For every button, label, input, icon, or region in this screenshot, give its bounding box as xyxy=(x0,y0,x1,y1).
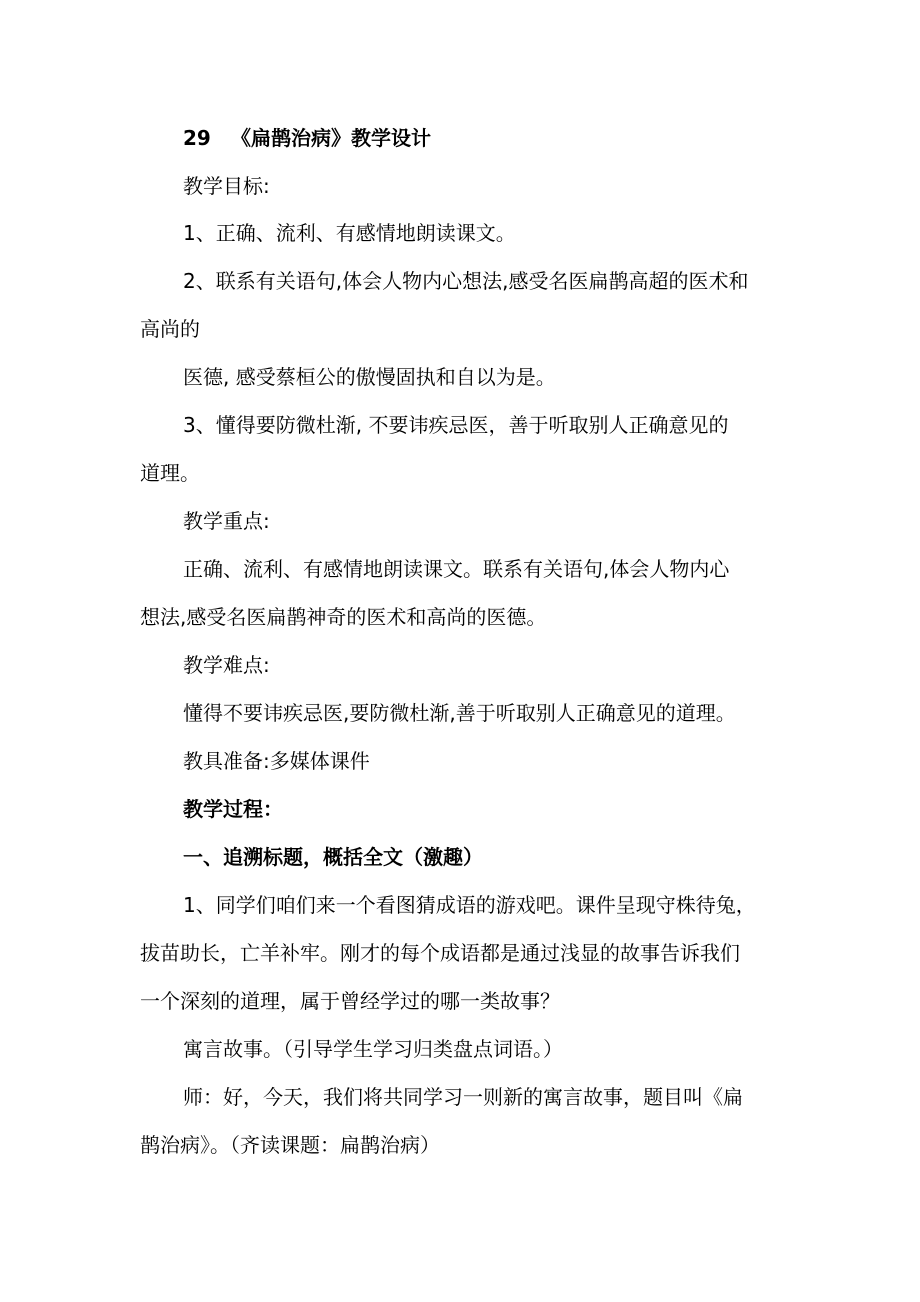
objective-2-line-1: 2、联系有关语句,体会人物内心想法,感受名医扁鹊高超的医术和 xyxy=(183,269,749,293)
objective-2-line-2: 高尚的 xyxy=(140,317,200,341)
teacher-line-2: 鹊治病》。（齐读课题：扁鹊治病） xyxy=(140,1133,440,1157)
title-number: 29 xyxy=(183,126,211,150)
teacher-line-1: 师：好，今天，我们将共同学习一则新的寓言故事，题目叫《扁 xyxy=(183,1085,743,1109)
process-heading: 教学过程： xyxy=(183,797,283,821)
key-points-line-1: 正确、流利、有感情地朗读课文。联系有关语句,体会人物内心 xyxy=(183,557,730,581)
section-1-heading: 一、追溯标题，概括全文（激趣） xyxy=(183,845,483,869)
step-1-line-3: 一个深刻的道理，属于曾经学过的哪一类故事？ xyxy=(140,989,560,1013)
step-1-line-1: 1、同学们咱们来一个看图猜成语的游戏吧。课件呈现守株待兔， xyxy=(183,893,756,917)
document-title xyxy=(183,126,431,150)
objectives-heading: 教学目标: xyxy=(183,174,270,198)
difficulty-heading: 教学难点: xyxy=(183,653,270,677)
objective-1: 1、正确、流利、有感情地朗读课文。 xyxy=(183,221,516,245)
key-points-heading: 教学重点: xyxy=(183,509,270,533)
title-text: 《扁鹊治病》教学设计 xyxy=(231,126,431,150)
answer-text: 寓言故事。（引导学生学习归类盘点词语。） xyxy=(183,1037,563,1061)
tools-text: 教具准备:多媒体课件 xyxy=(183,749,370,773)
difficulty-text: 懂得不要讳疾忌医,要防微杜渐,善于听取别人正确意见的道理。 xyxy=(183,701,736,725)
objective-2-line-3: 医德, 感受蔡桓公的傲慢固执和自以为是。 xyxy=(183,365,556,389)
objective-3-line-1: 3、懂得要防微杜渐, 不要讳疾忌医，善于听取别人正确意见的 xyxy=(183,413,729,437)
step-1-line-2: 拔苗助长，亡羊补牢。刚才的每个成语都是通过浅显的故事告诉我们 xyxy=(140,941,740,965)
objective-3-line-2: 道理。 xyxy=(140,461,200,485)
key-points-line-2: 想法,感受名医扁鹊神奇的医术和高尚的医德。 xyxy=(140,605,547,629)
